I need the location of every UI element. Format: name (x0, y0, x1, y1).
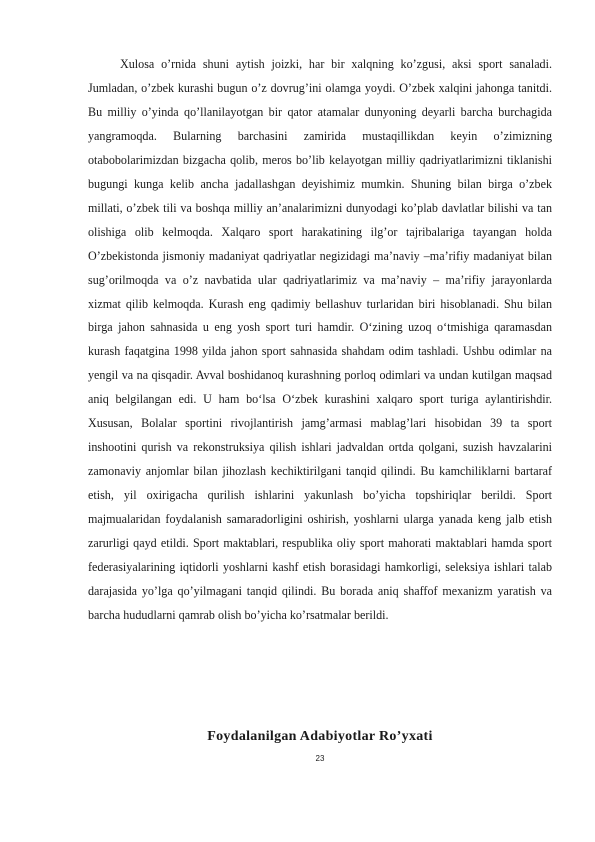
body-paragraph: Xulosa o’rnida shuni aytish joizki, har bir xalqning ko’zgusi, aksi sport sanaladi. Jumladan, o’zbek kurashi bugun o’z dovrug’ini olamga yoydi. O’zbek xalqini jahonga tanitdi. Bu milliy o’yinda qo’llanilayotgan bir qator atamalar dunyoning deyarli barcha burchagida yangramoqda. Bularning barchasini zamirida mustaqillikdan keyin o’zimizning otabobolarimizdan bizgacha qolib, meros bo’lib kelayotgan milliy qadriyatlarimizni tiklanishi bugungi kunga kelib ancha jadallashgan deyishimiz mumkin. Shuning bilan birga o’zbek millati, o’zbek tili va boshqa milliy an’analarimizni dunyodagi ko’plab davlatlar bilishi va tan olishiga olib kelmoqda. Xalqaro sport harakatining ilg’or tajribalariga tayangan holda O’zbekistonda jismoniy madaniyat qadriyatlar negizidagi ma’naviy –ma’rifiy madaniyat bilan sug’orilmoqda va o’z navbatida ular qadriyatlarimiz va ma’naviy – ma’rifiy jarayonlarda xizmat qilib kelmoqda. Kurash eng qadimiy bellashuv turlaridan biri hisoblanadi. Shu bilan birga jahon sahnasida u eng yosh sport turi hamdir. O‘zining uzoq o‘tmishiga qaramasdan kurash faqatgina 1998 yilda jahon sport sahnasida shahdam odim tashladi. Ushbu odimlar na yengil va na qisqadir. Avval boshidanoq kurashning porloq odimlari va undan kutilgan maqsad aniq belgilangan edi. U ham bo‘lsa O‘zbek kurashini xalqaro sport turiga aylantirishdir. Xususan, Bolalar sportini rivojlantirish jamg’armasi mablag’lari hisobidan 39 ta sport inshootini qurish va rekonstruksiya qilish ishlari jadvaldan ortda qolgani, suzish havzalarini zamonaviy anjomlar bilan jihozlash kechiktirilgani tanqid qilindi. Bu kamchiliklarni bartaraf etish, yil oxirigacha qurilish ishlarini yakunlash bo’yicha topshiriqlar berildi. Sport majmualaridan foydalanish samaradorligini oshirish, yoshlarni ularga yanada keng jalb etish zarurligi qayd etildi. Sport maktablari, respublika oliy sport mahorati maktablari hamda sport federasiyalarining iqtidorli yoshlarni kashf etish borasidagi hamkorligi, seleksiya ishlari talab darajasida yo’lga qo’yilmagani tanqid qilindi. Bu borada aniq shaffof mexanizm yaratish va barcha hududlarni qamrab olish bo’yicha ko’rsatmalar berildi. (88, 57, 552, 622)
references-heading: Foydalanilgan Adabiyotlar Ro’yxati (207, 729, 433, 744)
page-number: 23 (315, 754, 325, 763)
